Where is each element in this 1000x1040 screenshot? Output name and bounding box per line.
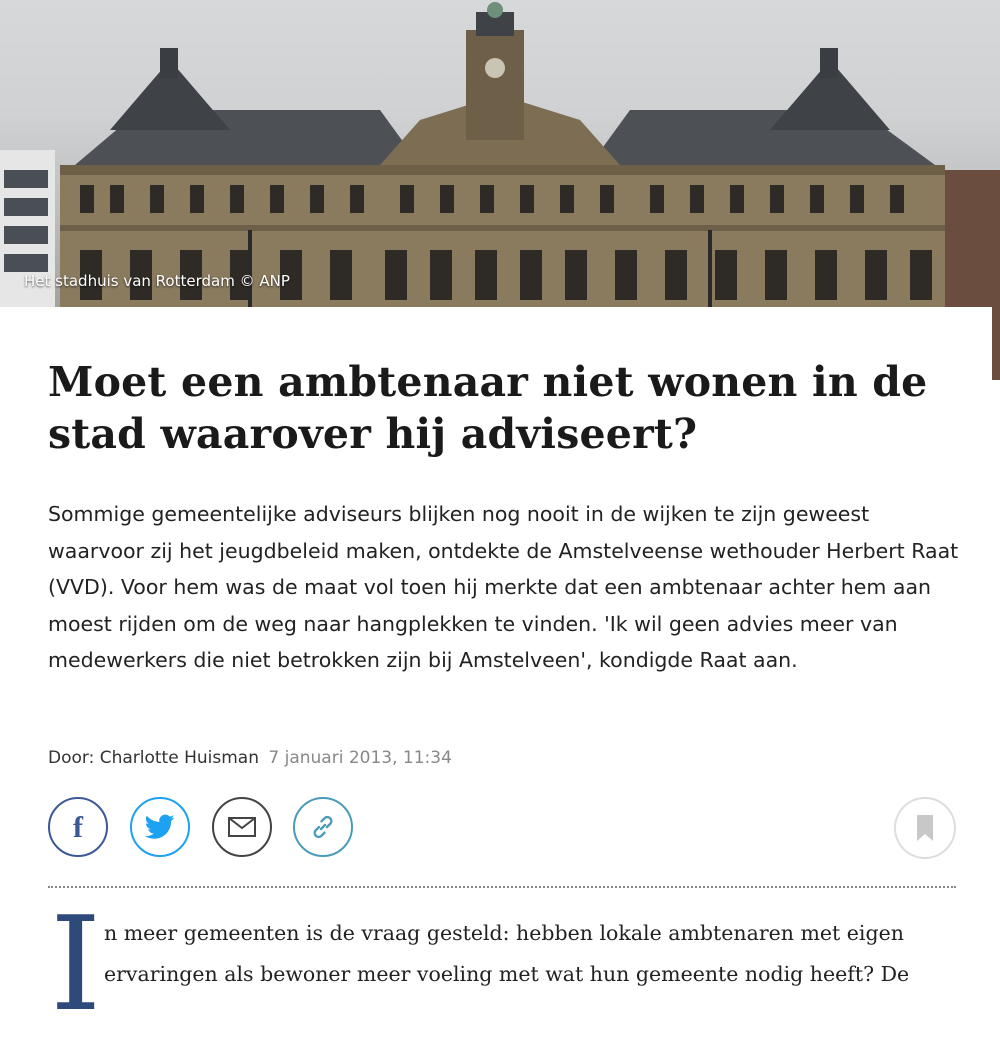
drop-cap: I bbox=[50, 888, 102, 1040]
byline-author: Door: Charlotte Huisman bbox=[48, 748, 259, 768]
article-intro: Sommige gemeentelijke adviseurs blijken nog nooit in de wijken te zijn geweest waarvoor zij het jeugdbeleid maken, ontdekte de Amstelveense wethouder Herbert Raat (VVD). Voor hem was de maat vol toen hij merkte dat een ambtenaar achter hem aan moest rijden om de weg naar hangplekken te vinden. 'Ik wil geen advies meer van medewerkers die niet betrokken zijn bij Amstelveen', kondigde Raat aan. bbox=[48, 502, 959, 672]
mail-icon bbox=[228, 817, 256, 837]
bookmark-button[interactable] bbox=[894, 797, 956, 859]
link-icon bbox=[310, 814, 336, 840]
article-body bbox=[104, 913, 964, 995]
bookmark-icon bbox=[916, 814, 934, 842]
share-mail-button[interactable] bbox=[212, 797, 272, 857]
twitter-icon bbox=[145, 814, 175, 840]
article-divider bbox=[48, 886, 956, 888]
facebook-icon: f bbox=[73, 811, 83, 844]
article-headline: Moet een ambtenaar niet wonen in de stad waarover hij adviseert? bbox=[48, 358, 928, 458]
share-facebook-button[interactable] bbox=[48, 797, 108, 857]
body-line: n meer gemeenten is de vraag gesteld: hebben lokale ambtenaren met eigen bbox=[104, 921, 904, 945]
share-twitter-button[interactable] bbox=[130, 797, 190, 857]
photo-caption: Het stadhuis van Rotterdam © ANP bbox=[24, 272, 290, 290]
byline-date: 7 januari 2013, 11:34 bbox=[268, 748, 452, 768]
copy-link-button[interactable] bbox=[293, 797, 353, 857]
body-line: ervaringen als bewoner meer voeling met wat hun gemeente nodig heeft? De bbox=[104, 962, 910, 986]
byline bbox=[48, 748, 452, 768]
